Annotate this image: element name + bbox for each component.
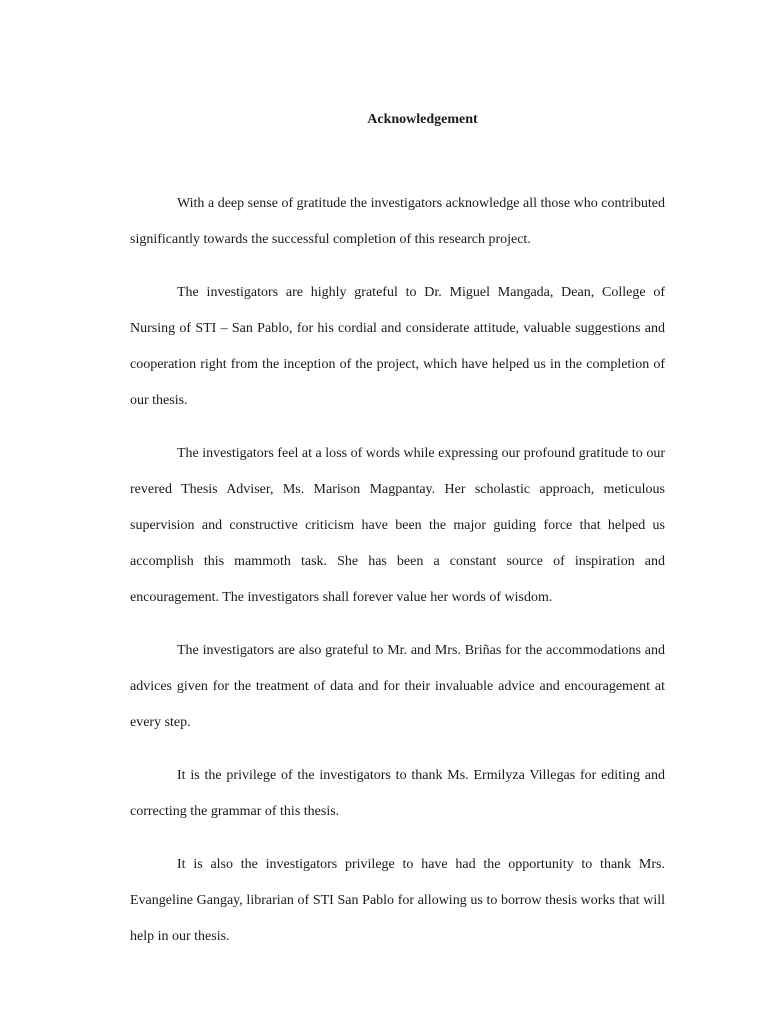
paragraph-adviser: The investigators feel at a loss of words while expressing our profound gratitude to our revered Thesis Adviser, Ms. Marison Magpantay. Her scholastic approach, meticulous supervision and constructive criticism have been the major guiding force that helped us accomplish this mammoth task. She has been a constant source of inspiration and encouragement. The investigators shall forever value her words of wisdom. xyxy=(130,446,665,605)
paragraph-dean: The investigators are highly grateful to Dr. Miguel Mangada, Dean, College of Nursing of STI – San Pablo, for his cordial and considerate attitude, valuable suggestions and cooperation right from the inception of the project, which have helped us in the completion of our thesis. xyxy=(130,285,665,408)
page-title: Acknowledgement xyxy=(367,112,478,127)
paragraph-gratitude: With a deep sense of gratitude the investigators acknowledge all those who contributed significantly towards the successful completion of this research project. xyxy=(130,196,665,247)
paragraph-editor: It is the privilege of the investigators to thank Ms. Ermilyza Villegas for editing and correcting the grammar of this thesis. xyxy=(130,768,665,819)
paragraph-brinas: The investigators are also grateful to Mr. and Mrs. Briñas for the accommodations and advices given for the treatment of data and for their invaluable advice and encouragement at every step. xyxy=(130,643,665,730)
paragraph-librarian: It is also the investigators privilege to have had the opportunity to thank Mrs. Evangeline Gangay, librarian of STI San Pablo for allowing us to borrow thesis works that will help in our thesis. xyxy=(130,857,665,944)
